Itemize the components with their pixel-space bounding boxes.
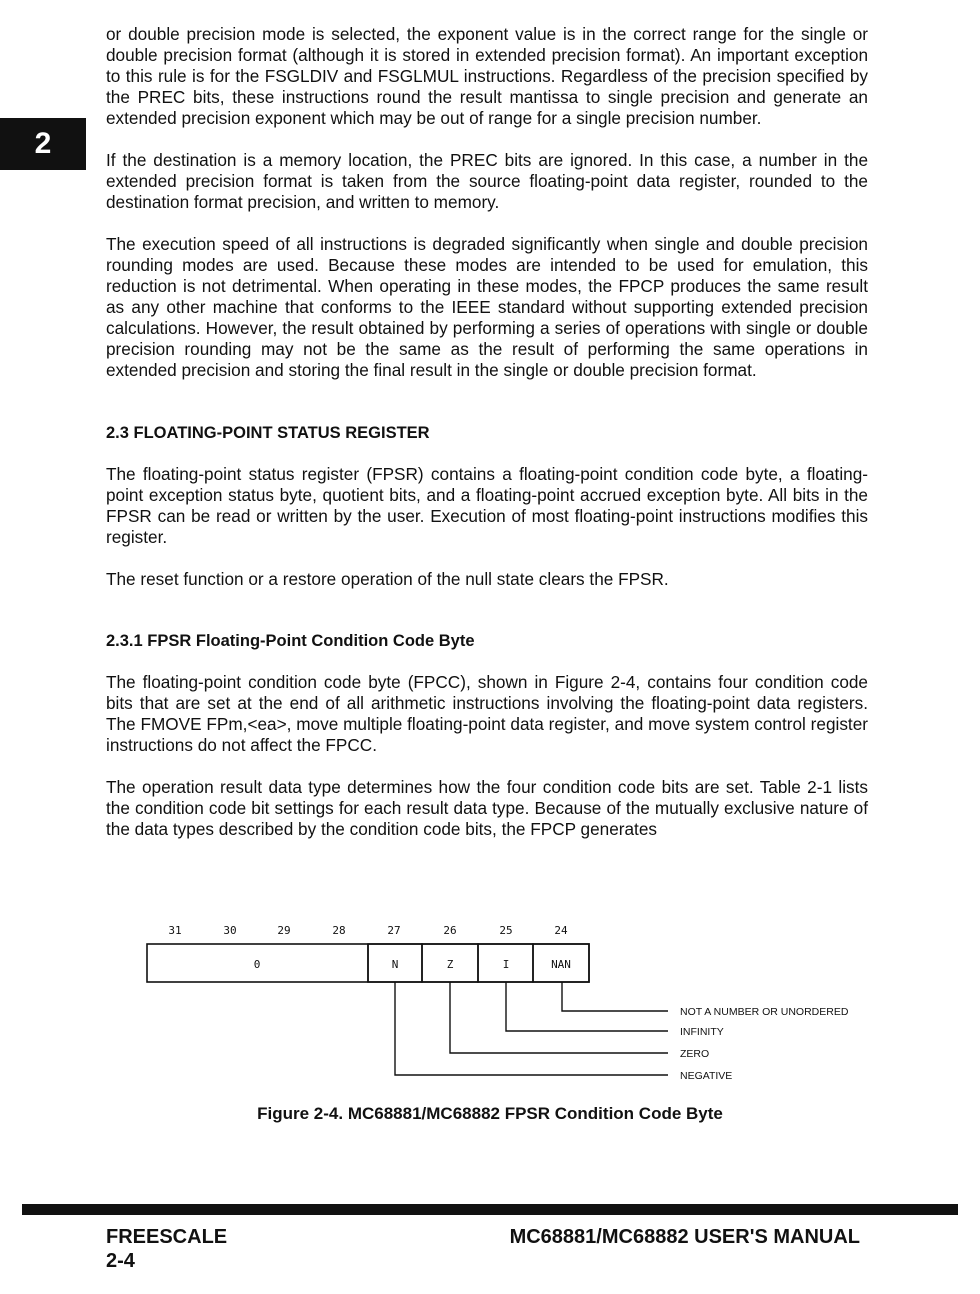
callout-line-zero xyxy=(450,982,668,1053)
figure-caption: Figure 2-4. MC68881/MC68882 FPSR Condition Code Byte xyxy=(257,1104,723,1123)
field-nan-label: NAN xyxy=(551,958,571,971)
bit-number: 25 xyxy=(499,924,513,937)
paragraph-execution-speed: The execution speed of all instructions is degraded significantly when single and double precision rounding modes are used. Because these modes are intended to be used for emulation, this reduction is not detrimental. When operating in these modes, the FPCP produces the same result as any other machine that conforms to the IEEE standard without supporting extended precision calculations. However, the result obtained by performing a series of operations with single or double precision rounding may not be the same as the result of performing the same operations in extended precision and storing the final result in the single or double precision format. xyxy=(106,234,868,380)
field-i-label: I xyxy=(502,958,510,971)
subsection-heading: 2.3.1 FPSR Floating-Point Condition Code Byte xyxy=(106,632,475,650)
field-n-label: N xyxy=(391,958,399,971)
callout-line-negative xyxy=(395,982,668,1075)
fpcc-register-diagram xyxy=(0,915,980,1095)
footer-left xyxy=(106,1225,227,1273)
bit-number: 27 xyxy=(387,924,401,937)
paragraph-precision-mode: or double precision mode is selected, the exponent value is in the correct range for the single or double precision format (although it is stored in extended precision format). An important exception to this rule is for the FSGLDIV and FSGLMUL instructions. Regardless of the precision specified by the PREC bits, these instructions round the result mantissa to single precision and generate an extended precision exponent which may be out of range for a single precision number. xyxy=(106,24,868,128)
paragraph-fpsr-description: The floating-point status register (FPSR) contains a floating-point condition code byte, a floating-point exception status byte, quotient bits, and a floating-point accrued exception byte. All bits in the FPSR can be read or written by the user. Execution of most floating-point instructions modifies this register. xyxy=(106,464,868,547)
callout-line-infinity xyxy=(506,982,668,1031)
footer-brand: FREESCALE xyxy=(106,1226,228,1248)
footer-page-number: 2-4 xyxy=(106,1250,135,1272)
bit-number: 28 xyxy=(332,924,346,937)
fpcc-register-figure xyxy=(0,915,980,1095)
callout-zero-label: ZERO xyxy=(680,1048,710,1060)
paragraph-reset-function: The reset function or a restore operation of the null state clears the FPSR. xyxy=(106,569,669,589)
footer-rule xyxy=(22,1204,958,1215)
bit-number: 30 xyxy=(223,924,237,937)
callout-infinity-label: INFINITY xyxy=(680,1026,724,1038)
bit-number: 26 xyxy=(443,924,457,937)
bit-number: 29 xyxy=(277,924,291,937)
chapter-tab: 2 xyxy=(0,118,86,170)
field-zero-label: 0 xyxy=(253,958,261,971)
callout-line-nan xyxy=(562,982,668,1011)
section-heading: 2.3 FLOATING-POINT STATUS REGISTER xyxy=(106,424,430,442)
footer-manual-title: MC68881/MC68882 USER'S MANUAL xyxy=(509,1226,860,1248)
paragraph-result-data-type: The operation result data type determines how the four condition code bits are set. Table 2-1 lists the condition code bit settings for each result data type. Because of the mutually exclusive nature of the data types described by the condition code bits, the FPCP generates xyxy=(106,777,868,839)
paragraph-destination-memory: If the destination is a memory location, the PREC bits are ignored. In this case, a number in the extended precision format is taken from the source floating-point data register, rounded to the destination format precision, and written to memory. xyxy=(106,150,868,212)
bit-number: 31 xyxy=(168,924,182,937)
callout-nan-label: NOT A NUMBER OR UNORDERED xyxy=(680,1006,849,1018)
page-body xyxy=(106,24,868,840)
bit-number: 24 xyxy=(554,924,568,937)
paragraph-fpcc-description: The floating-point condition code byte (FPCC), shown in Figure 2-4, contains four condition code bits that are set at the end of all arithmetic instructions involving the floating-point data registers. The FMOVE FPm,<ea>, move multiple floating-point data register, and move system control register instructions do not affect the FPCC. xyxy=(106,672,868,755)
callout-negative-label: NEGATIVE xyxy=(680,1070,733,1082)
field-z-label: Z xyxy=(446,958,454,971)
